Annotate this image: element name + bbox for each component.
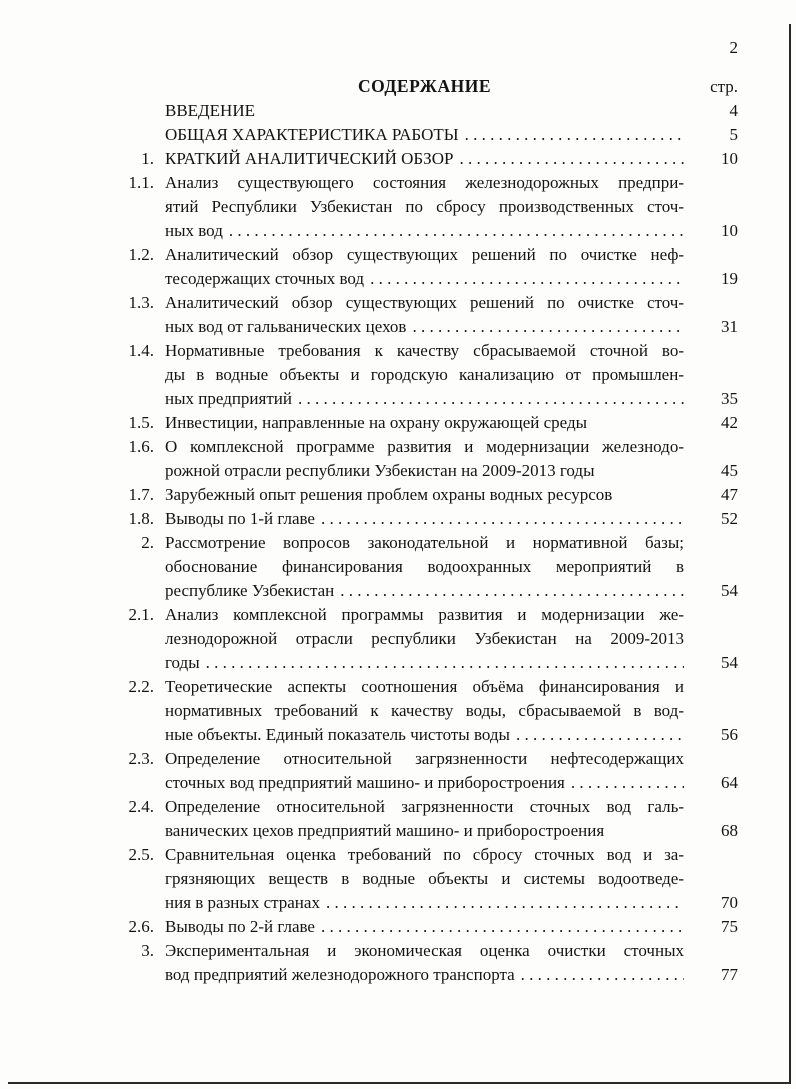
toc-entry-line: Определение относительной загрязненности сточных вод галь-	[165, 797, 684, 816]
dot-leader	[364, 267, 684, 291]
toc-entry-line: КРАТКИЙ АНАЛИТИЧЕСКИЙ ОБЗОР	[165, 149, 454, 168]
toc-entry-line: годы	[165, 653, 200, 672]
toc-entry	[100, 123, 738, 147]
toc-title-cell	[165, 74, 684, 99]
toc-entry-line: ные объекты. Единый показатель чистоты воды	[165, 725, 510, 744]
toc-entry-line: рожной отрасли республики Узбекистан на 2009-2013 годы	[165, 461, 595, 480]
dot-leader	[223, 219, 684, 243]
toc-entry-line: вод предприятий железнодорожного транспорта	[165, 965, 515, 984]
scan-edge-bottom	[8, 1082, 791, 1084]
toc-entry-text	[165, 99, 684, 123]
toc-entry-number: 1.5.	[128, 413, 154, 432]
toc-entry-line: ятий Республики Узбекистан по сбросу производственных сточ-	[165, 197, 684, 216]
toc-entry-text	[165, 747, 684, 795]
toc-entry-line: обоснование финансирования водоохранных мероприятий в	[165, 557, 684, 576]
toc-entry-page: 10	[721, 221, 738, 240]
dot-leader	[320, 891, 684, 915]
toc-entry-page: 5	[729, 125, 738, 144]
toc-entry-line: Анализ существующего состояния железнодорожных предпри-	[165, 173, 684, 192]
toc-entry-page: 54	[721, 581, 738, 600]
dot-leader	[565, 771, 684, 795]
dot-leader	[315, 915, 684, 939]
toc-entry	[100, 507, 738, 531]
toc-entry-page: 56	[721, 725, 738, 744]
toc-entry-page: 77	[721, 965, 738, 984]
toc-entry	[100, 843, 738, 915]
toc-entry-page: 47	[721, 485, 738, 504]
toc-entry	[100, 435, 738, 483]
dot-leader	[406, 315, 684, 339]
toc-entry-number: 2.1.	[128, 605, 154, 624]
toc-entry-line: лезнодорожной отрасли республики Узбекистан на 2009-2013	[165, 629, 684, 648]
toc-entry-line: Нормативные требования к качеству сбрасываемой сточной во-	[165, 341, 684, 360]
dot-leader	[315, 507, 684, 531]
toc-entry-line: Выводы по 1-й главе	[165, 509, 315, 528]
toc-entry	[100, 147, 738, 171]
dot-leader	[510, 723, 684, 747]
toc-entry-page: 70	[721, 893, 738, 912]
toc-entry-text	[165, 411, 684, 435]
toc-entry-line: Выводы по 2-й главе	[165, 917, 315, 936]
toc-entry-page: 54	[721, 653, 738, 672]
toc-entry-text	[165, 123, 684, 147]
toc-entry-number	[100, 99, 154, 123]
toc-entry-number: 3.	[141, 941, 154, 960]
toc-entry-page: 75	[721, 917, 738, 936]
toc-entry-line: Определение относительной загрязненности нефтесодержащих	[165, 749, 684, 768]
toc-entry-line: ванических цехов предприятий машино- и приборостроения	[165, 821, 605, 840]
toc-entry	[100, 747, 738, 795]
toc-entry-line: ния в разных странах	[165, 893, 320, 912]
toc-entry-number: 1.4.	[128, 341, 154, 360]
toc-entry-number: 1.8.	[128, 509, 154, 528]
toc-entry-text	[165, 603, 684, 675]
toc-entry-line: ОБЩАЯ ХАРАКТЕРИСТИКА РАБОТЫ	[165, 125, 459, 144]
toc-entry-text	[165, 915, 684, 939]
toc-entry-line: Аналитический обзор существующих решений по очистке сточ-	[165, 293, 684, 312]
toc-entry-line: Экспериментальная и экономическая оценка очистки сточных	[165, 941, 684, 960]
toc-entry	[100, 243, 738, 291]
toc-entry-page: 64	[721, 773, 738, 792]
toc-header-number-col	[100, 74, 154, 99]
toc-entry	[100, 171, 738, 243]
toc-entry-number: 1.1.	[128, 173, 154, 192]
toc-entry-line: О комплексной программе развития и модернизации железнодо-	[165, 437, 684, 456]
dot-leader	[334, 579, 684, 603]
toc-entry-page: 35	[721, 389, 738, 408]
toc-entry-line: Инвестиции, направленные на охрану окружающей среды	[165, 413, 588, 432]
toc-entry-line: Теоретические аспекты соотношения объёма финансирования и	[165, 677, 684, 696]
toc-entry	[100, 675, 738, 747]
toc-entry-line: Зарубежный опыт решения проблем охраны водных ресурсов	[165, 485, 613, 504]
toc-entry-line: ных вод	[165, 221, 223, 240]
scan-edge-right	[789, 24, 791, 1083]
toc-entry	[100, 339, 738, 411]
toc-entry-page: 52	[721, 509, 738, 528]
toc-title: СОДЕРЖАНИЕ	[357, 76, 491, 96]
toc-entry-line: сточных вод предприятий машино- и приборостроения	[165, 773, 565, 792]
toc-entry-number: 2.5.	[128, 845, 154, 864]
toc-entry-text	[165, 171, 684, 243]
toc-entry-line: Аналитический обзор существующих решений по очистке неф-	[165, 245, 684, 264]
toc-entry-line: Сравнительная оценка требований по сбросу сточных вод и за-	[165, 845, 684, 864]
dot-leader	[292, 387, 684, 411]
toc-entry-number	[100, 123, 154, 147]
toc-entry-text	[165, 675, 684, 747]
toc-entry	[100, 411, 738, 435]
toc-entry-line: ВВЕДЕНИЕ	[165, 101, 255, 120]
toc-header	[100, 74, 738, 99]
toc-entry	[100, 795, 738, 843]
toc-entry-number: 2.3.	[128, 749, 154, 768]
page-number: 2	[729, 38, 738, 57]
toc-entry-line: республике Узбекистан	[165, 581, 335, 600]
toc-entry-number: 1.	[141, 149, 154, 168]
toc-list	[100, 99, 738, 987]
toc-entry-number: 2.6.	[128, 917, 154, 936]
toc-entry-number: 2.	[141, 533, 154, 552]
toc-entry-number: 1.2.	[128, 245, 154, 264]
dot-leader	[453, 147, 684, 171]
toc-entry-number: 1.6.	[128, 437, 154, 456]
toc-entry-line: ных вод от гальванических цехов	[165, 317, 407, 336]
toc-entry-line: Рассмотрение вопросов законодательной и нормативной базы;	[165, 533, 684, 552]
toc-entry-text	[165, 939, 684, 987]
toc-entry	[100, 939, 738, 987]
toc-entry-text	[165, 339, 684, 411]
toc-entry-number: 2.2.	[128, 677, 154, 696]
toc-entry-page: 10	[721, 149, 738, 168]
toc-entry-text	[165, 291, 684, 339]
toc-entry-number: 1.3.	[128, 293, 154, 312]
toc-entry	[100, 483, 738, 507]
toc-entry-text	[165, 483, 684, 507]
toc-entry	[100, 99, 738, 123]
toc-entry-text	[165, 435, 684, 483]
dot-leader	[459, 123, 684, 147]
dot-leader	[515, 963, 684, 987]
toc-entry-number: 1.7.	[128, 485, 154, 504]
toc-entry-line: нормативных требований к качеству воды, сбрасываемой в вод-	[165, 701, 684, 720]
toc-entry	[100, 531, 738, 603]
toc-entry-page: 19	[721, 269, 738, 288]
toc-entry	[100, 915, 738, 939]
toc-entry-text	[165, 531, 684, 603]
toc-entry-text	[165, 243, 684, 291]
toc-entry-line: грязняющих веществ в водные объекты и системы водоотведе-	[165, 869, 684, 888]
toc-entry-text	[165, 795, 684, 843]
page-col-header: стр.	[710, 77, 738, 96]
toc-entry	[100, 603, 738, 675]
toc-entry-line: ды в водные объекты и городскую канализацию от промышлен-	[165, 365, 684, 384]
toc-entry-page: 68	[721, 821, 738, 840]
toc-entry-page: 45	[721, 461, 738, 480]
toc-entry-number: 2.4.	[128, 797, 154, 816]
toc-entry-line: Анализ комплексной программы развития и модернизации же-	[165, 605, 684, 624]
toc-entry-text	[165, 843, 684, 915]
toc-entry-line: тесодержащих сточных вод	[165, 269, 365, 288]
toc-entry-line: ных предприятий	[165, 389, 292, 408]
toc-entry-page: 42	[721, 413, 738, 432]
toc-entry-text	[165, 147, 684, 171]
toc-entry-text	[165, 507, 684, 531]
toc-entry	[100, 291, 738, 339]
dot-leader	[200, 651, 684, 675]
toc-entry-page: 4	[729, 101, 738, 120]
toc-entry-page: 31	[721, 317, 738, 336]
